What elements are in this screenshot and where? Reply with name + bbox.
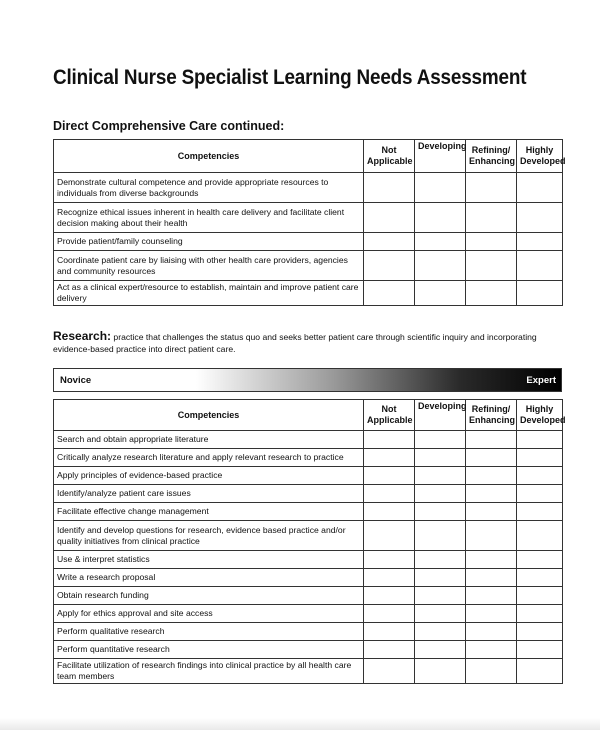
developing-cell[interactable] [415,251,466,281]
document-title: Clinical Nurse Specialist Learning Needs Assessment [53,66,527,89]
competency-cell: Act as a clinical expert/resource to establish, maintain and improve patient care delivery [54,281,364,306]
competency-cell: Write a research proposal [54,569,364,587]
highly-developed-cell[interactable] [517,605,563,623]
refining-enhancing-cell[interactable] [466,587,517,605]
highly-developed-cell[interactable] [517,233,563,251]
table-row [54,251,563,281]
header-competencies: Competencies [54,140,364,173]
table-row [54,587,563,605]
refining-enhancing-cell[interactable] [466,173,517,203]
refining-enhancing-cell[interactable] [466,233,517,251]
highly-developed-cell[interactable] [517,281,563,306]
table-row [54,431,563,449]
table-row [54,449,563,467]
section-label-research: Research: [53,329,112,343]
highly-developed-cell[interactable] [517,551,563,569]
novice-expert-scale-bar [53,368,562,392]
table-row [54,551,563,569]
table-row [54,623,563,641]
developing-cell[interactable] [415,521,466,551]
research-description-block [53,330,553,355]
header-developing: Developing [415,140,466,173]
refining-enhancing-cell[interactable] [466,431,517,449]
highly-developed-cell[interactable] [517,173,563,203]
developing-cell[interactable] [415,623,466,641]
header-highly-developed: Highly Developed [517,140,563,173]
table-row [54,467,563,485]
not-applicable-cell[interactable] [364,251,415,281]
research-competency-table [53,399,566,684]
highly-developed-cell[interactable] [517,659,563,684]
highly-developed-cell[interactable] [517,569,563,587]
competency-cell: Search and obtain appropriate literature [54,431,364,449]
developing-cell[interactable] [415,281,466,306]
refining-enhancing-cell[interactable] [466,551,517,569]
scale-label-novice: Novice [60,375,92,386]
competency-cell: Perform qualitative research [54,623,364,641]
highly-developed-cell[interactable] [517,503,563,521]
direct-care-competency-table [53,139,566,306]
developing-cell[interactable] [415,587,466,605]
refining-enhancing-cell[interactable] [466,251,517,281]
not-applicable-cell[interactable] [364,203,415,233]
developing-cell[interactable] [415,605,466,623]
not-applicable-cell[interactable] [364,467,415,485]
highly-developed-cell[interactable] [517,203,563,233]
developing-cell[interactable] [415,203,466,233]
refining-enhancing-cell[interactable] [466,623,517,641]
table-row [54,203,563,233]
refining-enhancing-cell[interactable] [466,449,517,467]
highly-developed-cell[interactable] [517,587,563,605]
table-row [54,281,563,306]
table-row [54,659,563,684]
research-description: practice that challenges the status quo and seeks better patient care through scientific inquiry and incorporating evidence-based practice into direct patient care. [53,332,537,354]
header-developing: Developing [415,400,466,431]
not-applicable-cell[interactable] [364,173,415,203]
developing-cell[interactable] [415,659,466,684]
competency-cell: Facilitate effective change management [54,503,364,521]
table-row [54,641,563,659]
refining-enhancing-cell[interactable] [466,503,517,521]
refining-enhancing-cell[interactable] [466,281,517,306]
refining-enhancing-cell[interactable] [466,521,517,551]
developing-cell[interactable] [415,569,466,587]
not-applicable-cell[interactable] [364,659,415,684]
not-applicable-cell[interactable] [364,641,415,659]
header-highly-developed: Highly Developed [517,400,563,431]
header-refining-enhancing: Refining/ Enhancing [466,140,517,173]
developing-cell[interactable] [415,467,466,485]
competency-cell: Demonstrate cultural competence and provide appropriate resources to individuals from diverse backgrounds [54,173,364,203]
table-row [54,605,563,623]
table-row [54,485,563,503]
not-applicable-cell[interactable] [364,521,415,551]
developing-cell[interactable] [415,503,466,521]
table-header-row [54,140,563,173]
section-label-direct-care: Direct Comprehensive Care continued: [53,119,285,133]
refining-enhancing-cell[interactable] [466,659,517,684]
highly-developed-cell[interactable] [517,467,563,485]
refining-enhancing-cell[interactable] [466,641,517,659]
competency-cell: Use & interpret statistics [54,551,364,569]
direct-care-rows [54,173,563,306]
competency-cell: Identify/analyze patient care issues [54,485,364,503]
highly-developed-cell[interactable] [517,431,563,449]
competency-cell: Apply for ethics approval and site access [54,605,364,623]
refining-enhancing-cell[interactable] [466,203,517,233]
not-applicable-cell[interactable] [364,233,415,251]
scale-label-expert: Expert [526,375,556,386]
competency-cell: Critically analyze research literature and apply relevant research to practice [54,449,364,467]
highly-developed-cell[interactable] [517,485,563,503]
competency-cell: Provide patient/family counseling [54,233,364,251]
highly-developed-cell[interactable] [517,521,563,551]
not-applicable-cell[interactable] [364,551,415,569]
refining-enhancing-cell[interactable] [466,467,517,485]
competency-cell: Perform quantitative research [54,641,364,659]
competency-cell: Identify and develop questions for research, evidence based practice and/or quality initiatives from clinical practice [54,521,364,551]
refining-enhancing-cell[interactable] [466,569,517,587]
competency-cell: Obtain research funding [54,587,364,605]
header-refining-enhancing: Refining/ Enhancing [466,400,517,431]
table-row [54,521,563,551]
highly-developed-cell[interactable] [517,623,563,641]
research-rows [54,431,563,684]
developing-cell[interactable] [415,431,466,449]
table-row [54,503,563,521]
highly-developed-cell[interactable] [517,251,563,281]
page-bottom-edge [0,718,600,730]
developing-cell[interactable] [415,641,466,659]
not-applicable-cell[interactable] [364,587,415,605]
table-row [54,233,563,251]
header-competencies: Competencies [54,400,364,431]
not-applicable-cell[interactable] [364,605,415,623]
competency-cell: Coordinate patient care by liaising with other health care providers, agencies and community resources [54,251,364,281]
not-applicable-cell[interactable] [364,485,415,503]
table-row [54,569,563,587]
refining-enhancing-cell[interactable] [466,605,517,623]
competency-cell: Apply principles of evidence-based practice [54,467,364,485]
developing-cell[interactable] [415,173,466,203]
refining-enhancing-cell[interactable] [466,485,517,503]
developing-cell[interactable] [415,449,466,467]
not-applicable-cell[interactable] [364,281,415,306]
not-applicable-cell[interactable] [364,449,415,467]
competency-cell: Facilitate utilization of research findings into clinical practice by all health care team members [54,659,364,684]
highly-developed-cell[interactable] [517,449,563,467]
not-applicable-cell[interactable] [364,569,415,587]
highly-developed-cell[interactable] [517,641,563,659]
not-applicable-cell[interactable] [364,431,415,449]
not-applicable-cell[interactable] [364,503,415,521]
header-not-applicable: Not Applicable [364,140,415,173]
table-header-row [54,400,563,431]
header-not-applicable: Not Applicable [364,400,415,431]
developing-cell[interactable] [415,551,466,569]
table-row [54,173,563,203]
developing-cell[interactable] [415,233,466,251]
competency-cell: Recognize ethical issues inherent in health care delivery and facilitate client decision making about their health [54,203,364,233]
not-applicable-cell[interactable] [364,623,415,641]
developing-cell[interactable] [415,485,466,503]
